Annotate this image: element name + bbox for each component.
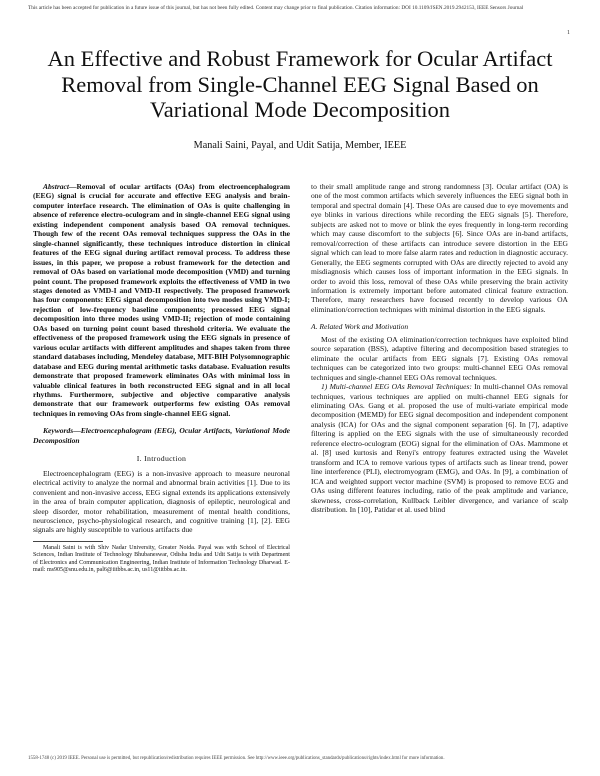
keywords-text: —Electroencephalogram (EEG), Ocular Artifacts, Variational Mode Decomposition xyxy=(33,426,290,445)
author-list: Manali Saini, Payal, and Udit Satija, Member, IEEE xyxy=(193,140,407,151)
introduction-continued-paragraph: to their small amplitude range and strong randomness [3]. Ocular artifact (OA) is one of the most common artifacts which severely influences the EEG signal both in temporal and spectral domain [4]. These OAs are caused due to eye movements and eye blinks in various directions while recording the EEG signals [5]. Therefore, subjects are asked not to move or blink the eyes frequently in long-term recording which may cause discomfort to the subjects [6]. Since OAs are in-band artifacts, removal/correction of these artifacts can introduce severe distortion in the EEG signal which can lead to more false alarm rates and reduction in diagnostic accuracy. Generally, the EEG segments corrupted with OAs are directly rejected to avoid any misdiagnosis which causes loss of important information in the EEG signals. In order to avoid this loss, removal of these OAs while preserving the brain activity information is extremely important before automated clinical feature extraction. Therefore, many researchers have focused recently to develop various OA elimination/correction techniques with minimal distortion in the EEG signals. xyxy=(311,182,568,314)
footnote-divider xyxy=(33,541,103,542)
abstract xyxy=(33,182,290,418)
abstract-text: —Removal of ocular artifacts (OAs) from electroencephalogram (EEG) signal is crucial for accurate and effective EEG analysis and brain-computer interface research. The elimination of OAs is quite challenging in absence of reference electro-oculogram and in single-channel EEG signal using existing independent component analysis based OA removal techniques. Though few of the recent OAs removal techniques suppress the OAs in the single-channel significantly, these techniques introduce distortion in clinical features of the EEG signal during artifact removal process. To address these issues, in this paper, we propose a robust framework for the detection and removal of OAs based on variational mode decomposition (VMD) and turning point count. The proposed framework exploits the effectiveness of VMD in two stages denoted as VMD-I and VMD-II respectively. The proposed framework has four components: EEG signal decomposition into two modes using VMD-I; rejection of low-frequency baseline components; processed EEG signal decomposition into three modes using VMD-II; rejection of mode containing OAs based on turning point count based threshold criteria. We evaluate the effectiveness of the proposed framework using the EEG signals in presence of various ocular artifacts with different amplitudes and shapes taken from three standard databases including, Mendeley database, MIT-BIH Polysomnographic database and EEG during mental arithmetic tasks database. Evaluation results demonstrate that proposed framework eliminates OAs with minimal loss in valuable clinical features in both reconstructed EEG signal and in all local rhythms. Furthermore, subjective and objective comparative analysis demonstrate that our framework outperforms few existing OAs removal techniques in removing OAs from single-channel EEG signal. xyxy=(33,182,290,418)
introduction-paragraph: Electroencephalogram (EEG) is a non-invasive approach to measure neuronal electrical activity to analyze the normal and abnormal brain activities [1]. Due to its convenient and non-invasive access, EEG signal extends its applications extensively in the area of brain computer application, diagnosis of epileptic, neurological and sleep disorder, motor rehabilitation, measurement of mental health conditions, neuroscience, psycho-physiological research, and cognitive training [1], [2]. EEG signals are highly susceptible to various artifacts due xyxy=(33,468,290,535)
keywords xyxy=(33,426,290,445)
section-heading-introduction: I. Introduction xyxy=(136,454,187,464)
right-column xyxy=(311,182,568,514)
page-number: 1 xyxy=(567,30,570,36)
paper-title: An Effective and Robust Framework for Ocular Artifact Removal from Single-Channel EEG Signal Based on Variational Mode Decomposition xyxy=(47,46,553,122)
left-column xyxy=(33,182,290,575)
copyright-footer: 1558-1748 (c) 2019 IEEE. Personal use is permitted, but republication/redistribution requires IEEE permission. See http://www.ieee.org/publications_standards/publications/rights/index.html for more information. xyxy=(28,756,445,761)
journal-banner: This article has been accepted for publication in a future issue of this journal, but has not been fully edited. Content may change prior to final publication. Citation information: DOI 10.1109/JSEN.2019.2942153, IEEE Sensors Journal xyxy=(28,5,524,11)
multichannel-paragraph xyxy=(311,382,568,514)
author-affiliation-footnote: Manali Saini is with Shiv Nadar University, Greater Noida. Payal was with School of Electrical Sciences, Indian Institute of Technology Bhubaneswar, Odisha India and Udit Satija is with Department of Electronics and Communication Engineering, Indian Institute of Information Technology Dharwad. E-mail: ms905@snu.edu.in, pal6@iitbbs.ac.in, us11@iitbbs.ac.in. xyxy=(33,544,290,574)
keywords-label: Keywords xyxy=(43,426,74,436)
subsubsection-label-multichannel: 1) Multi-channel EEG OAs Removal Techniques: xyxy=(321,382,472,392)
multichannel-text: In multi-channel OAs removal techniques, various techniques are applied on multi-channel EEG signals for eliminating OAs. Gang et al. proposed the use of multi-variate empirical mode decomposition (MEMD) for EEG signal decomposition and independent component analysis (ICA) for OAs and the signal component separation [6]. In [7], adaptive filtering is applied on the EEG signals with the use of simultaneously recorded reference electro-oculogram (EOG) signal for the elimination of OAs. Mammone et al. [8] used kurtosis and Renyi's entropy features extracted using the Wavelet transform and ICA to remove various types of artifacts such as linear trend, power line interference (PLI), electromyogram (EMG), and OAs. In [9], a combination of ICA and weighted support vector machine (SVM) is proposed to remove ECG and OAs using different features including, ratio of the peak amplitude and variance, skewness, cross-correlation, Kullback Leibler divergence, and variance of scalp distribution. In [10], Patidar et al. used blind xyxy=(311,382,568,514)
subsection-heading-related-work: A. Related Work and Motivation xyxy=(311,322,409,332)
abstract-label: Abstract xyxy=(43,182,69,191)
related-work-paragraph: Most of the existing OA elimination/correction techniques have exploited blind source separation (BSS), adaptive filtering and decomposition based strategies to eliminate the ocular artifacts from EEG signals [7]. Existing OAs removal techniques can be categorized into two groups: multi-channel EEG OAs removal techniques and single-channel EEG OAs removal techniques. xyxy=(311,334,568,382)
